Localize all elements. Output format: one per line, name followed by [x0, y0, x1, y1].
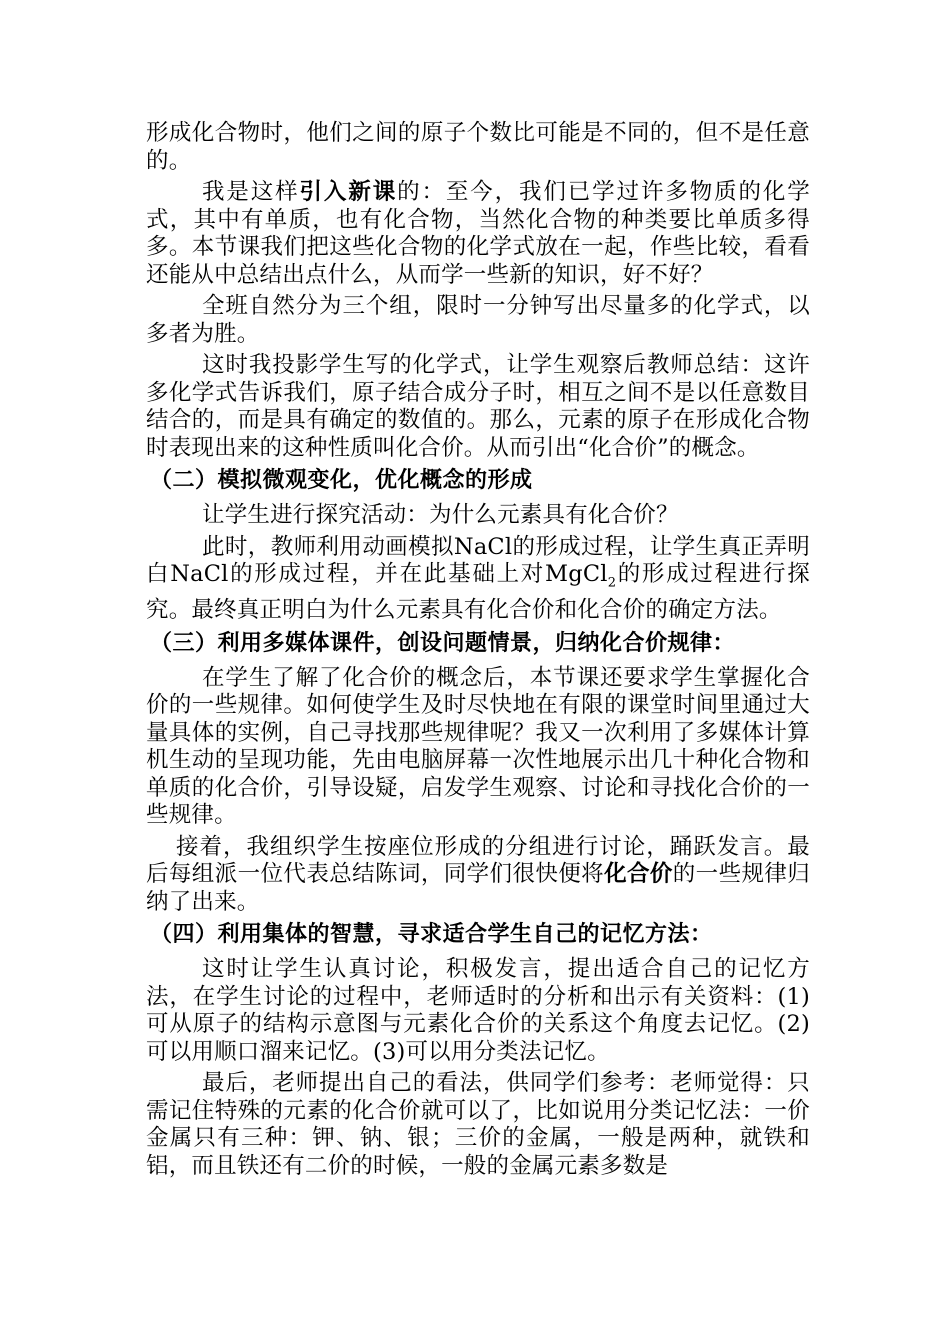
- paragraph-10: 最后，老师提出自己的看法，供同学们参考：老师觉得：只需记住特殊的元素的化合价就可以了，比如说用分类记忆法：一价金属只有三种：钾、钠、银；三价的金属，一般是两种，就铁和铝，而且铁还有二价的时候，一般的金属元素多数是: [146, 1070, 810, 1179]
- paragraph-5: 让学生进行探究活动：为什么元素具有化合价？: [202, 502, 679, 528]
- paragraph-2: 我是这样引入新课的：至今，我们已学过许多物质的化学式，其中有单质，也有化合物，当然化合物的种类要比单质多得多。本节课我们把这些化合物的化学式放在一起，作些比较，看看还能从中总结出点什么，从而学一些新的知识，好不好？: [146, 179, 810, 288]
- paragraph-6: 此时，教师利用动画模拟NaCl的形成过程，让学生真正弄明白NaCl的形成过程，并在此基础上对MgCl$_2$的形成过程进行探究。最终真正明白为什么元素具有化合价和化合价的确定方法。: [146, 533, 810, 623]
- keyword-valence: 化合价: [604, 861, 673, 887]
- paragraph-8: 接着，我组织学生按座位形成的分组进行讨论，踊跃发言。最后每组派一位代表总结陈词，同学们很快便将化合价的一些规律归纳了出来。: [146, 833, 810, 915]
- document-page: [146, 120, 810, 1184]
- section-heading-2: （二）模拟微观变化，优化概念的形成: [150, 468, 533, 493]
- paragraph-3: 全班自然分为三个组，限时一分钟写出尽量多的化学式，以多者为胜。: [146, 293, 810, 347]
- paragraph-4: 这时我投影学生写的化学式，让学生观察后教师总结：这许多化学式告诉我们，原子结合成分子时，相互之间不是以任意数目结合的，而是具有确定的数值的。那么，元素的原子在形成化合物时表现出来的这种性质叫化合价。从而引出“化合价”的概念。: [146, 352, 810, 461]
- section-heading-3: （三）利用多媒体课件，创设问题情景，归纳化合价规律：: [150, 630, 736, 656]
- paragraph-9: 这时让学生认真讨论，积极发言，提出适合自己的记忆方法，在学生讨论的过程中，老师适时的分析和出示有关资料：(1)可从原子的结构示意图与元素化合价的关系这个角度去记忆。(2)可以用顺口溜来记忆。(3)可以用分类法记忆。: [146, 956, 810, 1065]
- paragraph-7: 在学生了解了化合价的概念后，本节课还要求学生掌握化合价的一些规律。如何使学生及时尽快地在有限的课堂时间里通过大量具体的实例，自己寻找那些规律呢？我又一次利用了多媒体计算机生动的呈现功能，先由电脑屏幕一次性地展示出几十种化合物和单质的化合价，引导设疑，启发学生观察、讨论和寻找化合价的一些规律。: [146, 664, 810, 828]
- subscript-2: 2: [607, 575, 617, 591]
- keyword-intro-lesson: 引入新课: [299, 179, 398, 205]
- paragraph-1: 形成化合物时，他们之间的原子个数比可能是不同的，但不是任意的。: [146, 120, 810, 174]
- section-heading-4: （四）利用集体的智慧，寻求适合学生自己的记忆方法：: [150, 922, 713, 947]
